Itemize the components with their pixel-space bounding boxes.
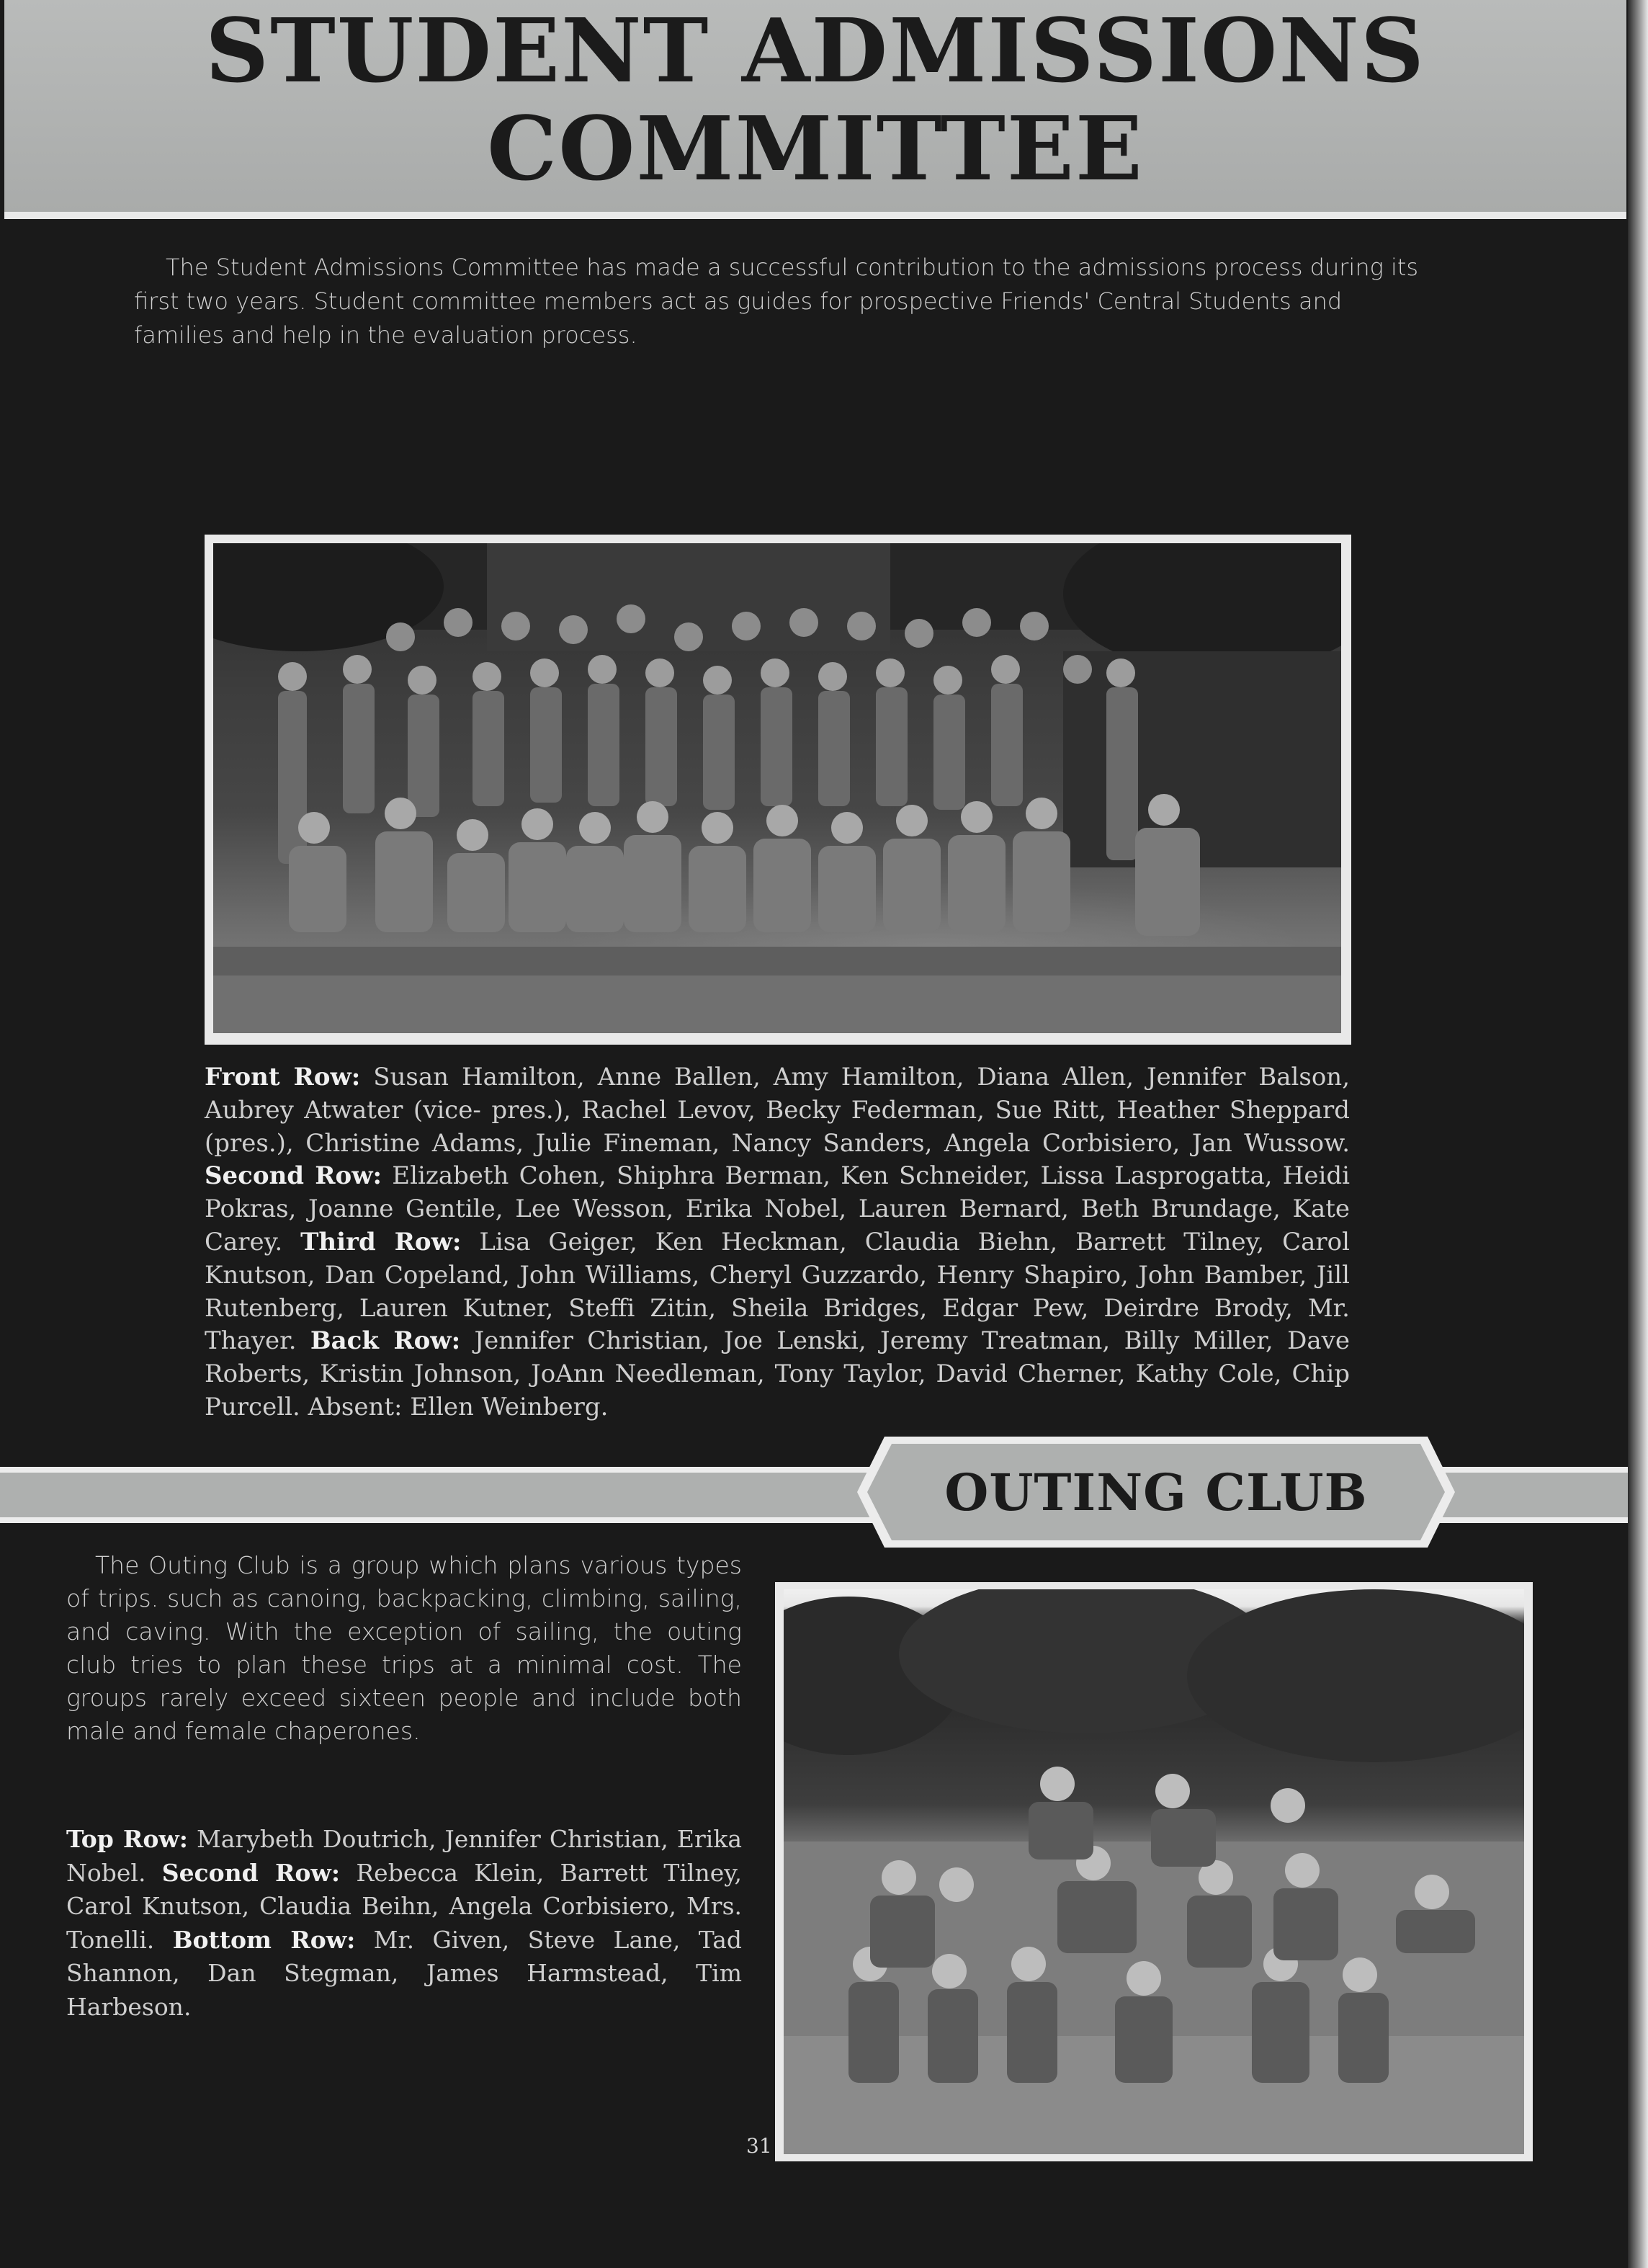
front-row-names: Susan Hamilton, Anne Ballen, Amy Hamilton, Diana Allen, Jennifer Balson, Aubrey Atwater (vice- pres.), Rachel Levov, Becky Federman, Sue Ritt, Heather Sheppard (pres.), Christine Adams, Julie Fineman, Nancy Sanders, Angela Corbisiero, Jan Wussow. xyxy=(205,1063,1351,1158)
admissions-roster xyxy=(205,1061,1350,1424)
outing-club-title: OUTING CLUB xyxy=(944,1462,1368,1522)
outing-club-banner xyxy=(854,1434,1458,1550)
admissions-intro: The Student Admissions Committee has made a successful contribution to the admissions process during its first two years. Student committee members act as guides for prospective Friends' Central Students and families and help in the evaluation process. xyxy=(134,254,1419,349)
outing-photo-illustration xyxy=(784,1589,1524,2154)
front-row-label: Front Row: xyxy=(205,1063,361,1091)
outing-second-row-label: Second Row: xyxy=(161,1858,341,1887)
second-row-names: Elizabeth Cohen, Shiphra Berman, Ken Schneider, Lissa Lasprogatta, Heidi Pokras, Joanne Gentile, Lee Wesson, Erika Nobel, Lauren Bernard, Beth Brundage, Kate Carey. xyxy=(205,1161,1350,1256)
admissions-group-photo xyxy=(213,543,1341,1033)
bottom-row-names: Mr. Given, Steve Lane, Tad Shannon, Dan Stegman, James Harmstead, Tim Harbeson. xyxy=(66,1925,742,2021)
outing-club-photo xyxy=(784,1589,1524,2154)
page-edge xyxy=(1628,0,1648,2268)
outing-intro: The Outing Club is a group which plans various types of trips. such as canoing, backpacking, climbing, sailing, and caving. With the exception of sailing, the outing club tries to plan these trips at a minimal cost. The groups rarely exceed sixteen people and include both male and female chaperones. xyxy=(66,1551,742,1745)
outing-second-row-names: Rebecca Klein, Barrett Tilney, Carol Knutson, Claudia Beihn, Angela Corbisiero, Mrs. Tonelli. xyxy=(66,1858,742,1954)
header-band xyxy=(4,0,1626,219)
page-title xyxy=(4,0,1626,200)
bottom-row-label: Bottom Row: xyxy=(172,1925,356,1954)
page-number: 31 xyxy=(746,2134,772,2158)
third-row-label: Third Row: xyxy=(300,1227,462,1256)
back-row-names: Jennifer Christian, Joe Lenski, Jeremy Treatman, Billy Miller, Dave Roberts, Kristin Johnson, JoAnn Needleman, Tony Taylor, David Cherner, Kathy Cole, Chip Purcell. Absent: Ellen Weinberg. xyxy=(205,1326,1350,1421)
page-title-line-2: COMMITTEE xyxy=(487,97,1144,200)
page-title-line-1: STUDENT ADMISSIONS xyxy=(205,0,1425,102)
back-row-label: Back Row: xyxy=(310,1326,461,1356)
top-row-label: Top Row: xyxy=(66,1825,188,1853)
outing-roster xyxy=(66,1823,742,2024)
third-row-names: Lisa Geiger, Ken Heckman, Claudia Biehn, Barrett Tilney, Carol Knutson, Dan Copeland, John Williams, Cheryl Guzzardo, Henry Shapiro, John Bamber, Jill Rutenberg, Lauren Kutner, Steffi Zitin, Sheila Bridges, Edgar Pew, Deirdre Brody, Mr. Thayer. xyxy=(205,1227,1350,1356)
group-photo-illustration xyxy=(213,543,1341,1033)
top-row-names: Marybeth Doutrich, Jennifer Christian, Erika Nobel. xyxy=(66,1825,742,1887)
second-row-label: Second Row: xyxy=(205,1161,382,1191)
